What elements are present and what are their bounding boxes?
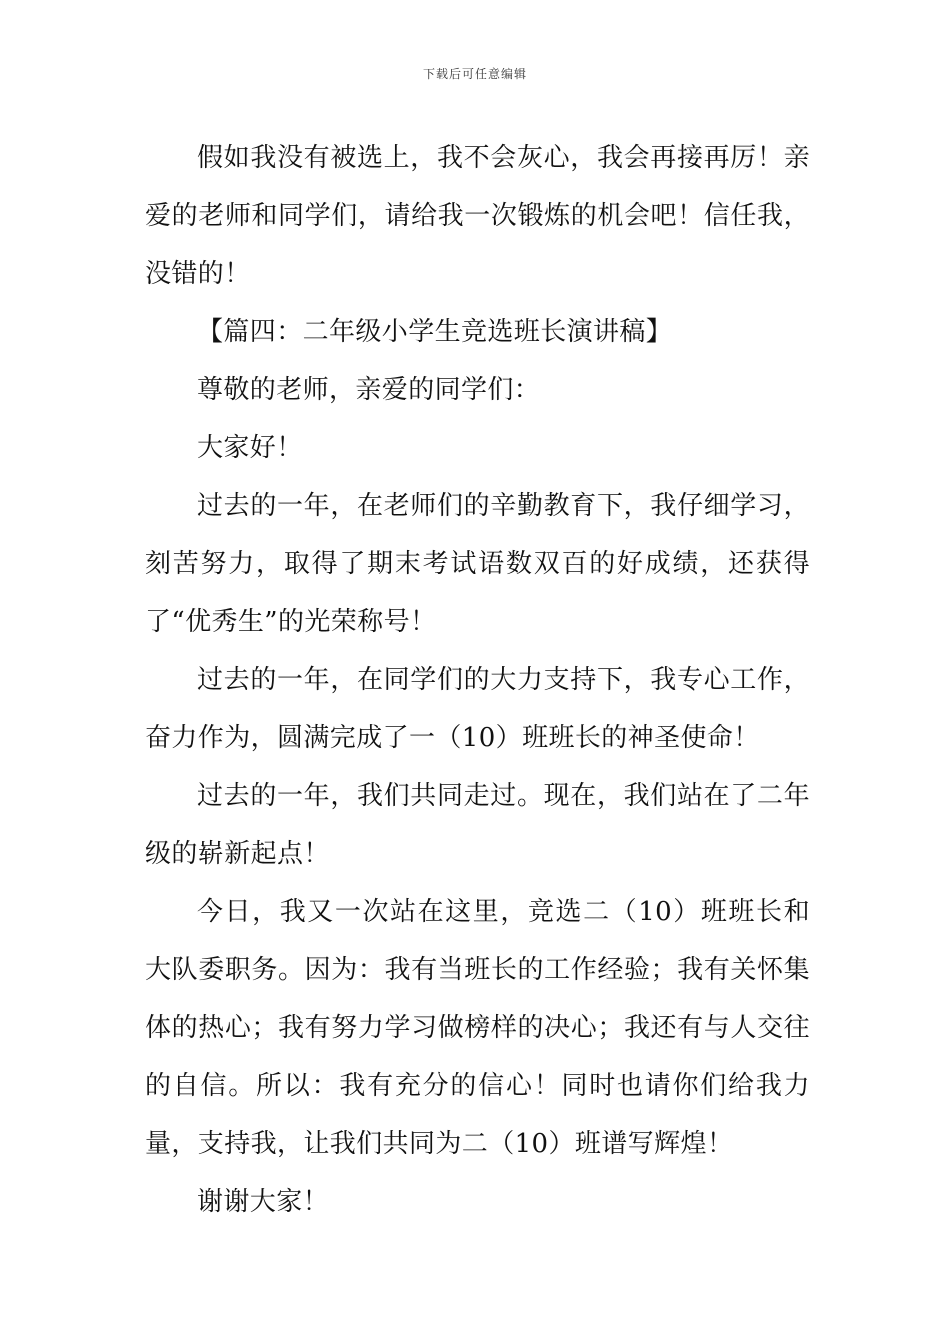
section-heading: 【篇四：二年级小学生竞选班长演讲稿】 — [197, 317, 673, 347]
document-body — [145, 129, 810, 1231]
page-header-note: 下载后可任意编辑 — [422, 67, 527, 81]
paragraph-closing-appeal: 假如我没有被选上，我不会灰心，我会再接再厉！亲爱的老师和同学们，请给我一次锻炼的机会吧！信任我，没错的！ — [145, 143, 810, 289]
paragraph-thanks: 谢谢大家！ — [197, 1187, 330, 1217]
paragraph-salutation: 尊敬的老师，亲爱的同学们： — [197, 375, 541, 405]
paragraph-campaign-reasons: 今日，我又一次站在这里，竞选二（10）班班长和大队委职务。因为：我有当班长的工作经验；我有关怀集体的热心；我有努力学习做榜样的决心；我还有与人交往的自信。所以：我有充分的信心！同时也请你们给我力量，支持我，让我们共同为二（10）班谱写辉煌！ — [145, 897, 810, 1159]
paragraph-greeting: 大家好！ — [197, 433, 303, 463]
paragraph-new-start: 过去的一年，我们共同走过。现在，我们站在了二年级的崭新起点！ — [145, 781, 810, 869]
paragraph-study-achievement: 过去的一年，在老师们的辛勤教育下，我仔细学习，刻苦努力，取得了期末考试语数双百的好成绩，还获得了“优秀生”的光荣称号！ — [145, 491, 810, 637]
paragraph-monitor-work: 过去的一年，在同学们的大力支持下，我专心工作，奋力作为，圆满完成了一（10）班班长的神圣使命！ — [145, 665, 810, 753]
